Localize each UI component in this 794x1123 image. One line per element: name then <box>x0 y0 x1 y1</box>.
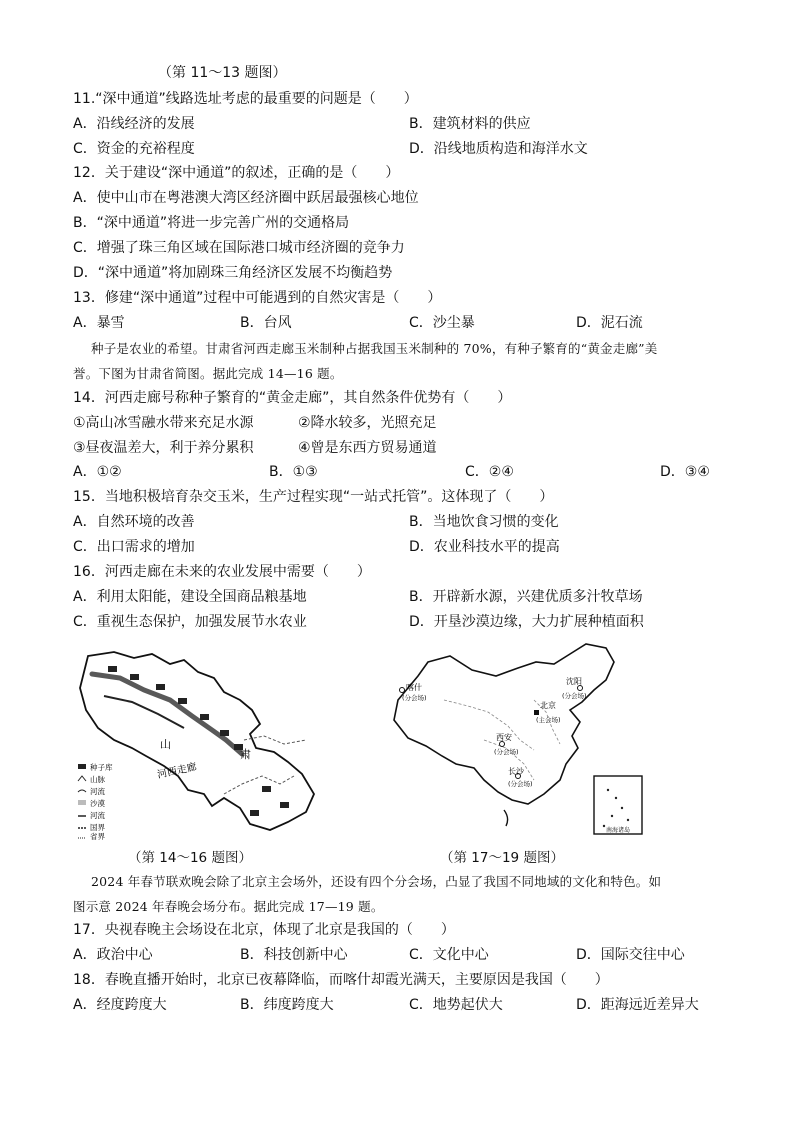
city-beijing: 北京 <box>540 701 556 710</box>
question-11-options <box>73 115 733 133</box>
map-label-su: 肃 <box>240 748 251 761</box>
city-kashgar-sub: (分会场) <box>402 694 427 702</box>
option-b[interactable]: B．“深中通道”将进一步完善广州的交通格局 <box>73 215 350 231</box>
option-c[interactable]: C．增强了珠三角区域在国际港口城市经济圈的竞争力 <box>73 240 405 256</box>
option-a[interactable]: A．①② <box>73 464 122 480</box>
city-kashgar: 喀什 <box>406 683 422 692</box>
option-b[interactable]: B．纬度跨度大 <box>240 997 334 1013</box>
intro-line-1: 2024 年春节联欢晚会除了北京主会场外，还设有四个分会场，凸显了我国不同地域的文化和特色。如 <box>91 874 662 889</box>
china-map <box>384 640 648 838</box>
option-a[interactable]: A．沿线经济的发展 <box>73 116 195 132</box>
question-15-stem: 15．当地积极培育杂交玉米，生产过程实现“一站式托管”。这体现了（ ） <box>73 489 554 505</box>
question-14-options <box>73 463 733 481</box>
question-17-stem: 17．央视春晚主会场设在北京，体现了北京是我国的（ ） <box>73 922 455 938</box>
city-shenyang-sub: (分会场) <box>562 692 587 700</box>
option-d[interactable]: D．开垦沙漠边缘，大力扩展种植面积 <box>409 614 644 630</box>
question-16-stem: 16．河西走廊在未来的农业发展中需要（ ） <box>73 564 371 580</box>
legend-mountain: 山脉 <box>90 775 105 784</box>
intro-line-2: 图示意 2024 年春晚会场分布。据此完成 17—19 题。 <box>73 899 384 914</box>
figure-caption-14-16: （第 14～16 题图） <box>128 850 252 866</box>
option-c[interactable]: C．重视生态保护，加强发展节水农业 <box>73 614 307 630</box>
question-13-options <box>73 314 733 332</box>
question-14-statements-2 <box>73 439 733 457</box>
option-a[interactable]: A．暴雪 <box>73 315 125 331</box>
city-changsha-sub: (分会场) <box>508 780 533 788</box>
question-14-stem: 14．河西走廊号称种子繁育的“黄金走廊”，其自然条件优势有（ ） <box>73 390 512 406</box>
option-c[interactable]: C．地势起伏大 <box>409 997 503 1013</box>
figure-caption-17-19: （第 17～19 题图） <box>440 850 564 866</box>
legend-seed-bank: 种子库 <box>90 763 113 772</box>
city-changsha: 长沙 <box>508 767 524 776</box>
material-intro-14-16 <box>73 336 728 386</box>
option-c[interactable]: C．出口需求的增加 <box>73 539 195 555</box>
question-16-options <box>73 588 733 606</box>
option-d[interactable]: D．泥石流 <box>576 315 643 331</box>
legend-river: 河流 <box>90 787 105 796</box>
option-d[interactable]: D．③④ <box>660 464 710 480</box>
question-11-options-2 <box>73 140 733 158</box>
figure-caption-11-13: （第 11～13 题图） <box>158 65 287 81</box>
statement-1: ①高山冰雪融水带来充足水源 <box>73 415 254 431</box>
option-a[interactable]: A．自然环境的改善 <box>73 514 195 530</box>
option-d[interactable]: D．国际交往中心 <box>576 947 685 963</box>
question-13-stem: 13．修建“深中通道”过程中可能遇到的自然灾害是（ ） <box>73 290 442 306</box>
question-18-options <box>73 996 733 1014</box>
option-a[interactable]: A．利用太阳能，建设全国商品粮基地 <box>73 589 307 605</box>
option-a[interactable]: A．使中山市在粤港澳大湾区经济圈中跃居最强核心地位 <box>73 190 419 206</box>
material-intro-17-19 <box>73 869 728 919</box>
statement-3: ③昼夜温差大，利于养分累积 <box>73 440 254 456</box>
option-d[interactable]: D．农业科技水平的提高 <box>409 539 560 555</box>
option-c[interactable]: C．文化中心 <box>409 947 489 963</box>
option-c[interactable]: C．②④ <box>465 464 514 480</box>
statement-4: ④曾是东西方贸易通道 <box>298 440 437 456</box>
option-c[interactable]: C．资金的充裕程度 <box>73 141 195 157</box>
option-a[interactable]: A．政治中心 <box>73 947 153 963</box>
question-14-statements <box>73 414 733 432</box>
option-b[interactable]: B．当地饮食习惯的变化 <box>409 514 559 530</box>
question-17-options <box>73 946 733 964</box>
city-xian-sub: (分会场) <box>494 748 519 756</box>
option-b[interactable]: B．建筑材料的供应 <box>409 116 531 132</box>
statement-2: ②降水较多，光照充足 <box>298 415 437 431</box>
map-legend <box>78 762 113 840</box>
option-d[interactable]: D．距海远近差异大 <box>576 997 699 1013</box>
intro-line-1: 种子是农业的希望。甘肃省河西走廊玉米制种占据我国玉米制种的 70%，有种子繁育的“黄金走廊”美 <box>91 341 658 356</box>
option-c[interactable]: C．沙尘暴 <box>409 315 475 331</box>
city-shenyang: 沈阳 <box>566 677 582 686</box>
option-a[interactable]: A．经度跨度大 <box>73 997 167 1013</box>
intro-line-2: 誉。下图为甘肃省简图。据此完成 14—16 题。 <box>73 366 343 381</box>
legend-desert: 沙漠 <box>90 799 105 808</box>
question-11-stem: 11.“深中通道”线路选址考虑的最重要的问题是（ ） <box>73 91 418 107</box>
option-b[interactable]: B．台风 <box>240 315 292 331</box>
map-label-hexi-corridor: 河西走廊 <box>156 761 198 781</box>
city-beijing-sub: (主会场) <box>536 716 561 724</box>
map-label-mountain: 山 <box>160 738 171 751</box>
question-15-options <box>73 513 733 531</box>
city-xian: 西安 <box>496 733 512 742</box>
gansu-map <box>74 644 326 840</box>
map-inset-label: 南海诸岛 <box>605 827 631 834</box>
question-12-stem: 12．关于建设“深中通道”的叙述，正确的是（ ） <box>73 165 400 181</box>
question-15-options-2 <box>73 538 733 556</box>
legend-national-border: 国界 <box>90 823 105 832</box>
option-b[interactable]: B．开辟新水源，兴建优质多汁牧草场 <box>409 589 643 605</box>
option-d[interactable]: D．“深中通道”将加剧珠三角经济区发展不均衡趋势 <box>73 265 393 281</box>
option-b[interactable]: B．①③ <box>269 464 318 480</box>
question-16-options-2 <box>73 613 733 631</box>
option-b[interactable]: B．科技创新中心 <box>240 947 348 963</box>
legend-river-2: 河流 <box>90 811 105 820</box>
question-18-stem: 18．春晚直播开始时，北京已夜幕降临，而喀什却霞光满天，主要原因是我国（ ） <box>73 972 609 988</box>
option-d[interactable]: D．沿线地质构造和海洋水文 <box>409 141 588 157</box>
legend-provincial-border: 省界 <box>90 832 105 840</box>
